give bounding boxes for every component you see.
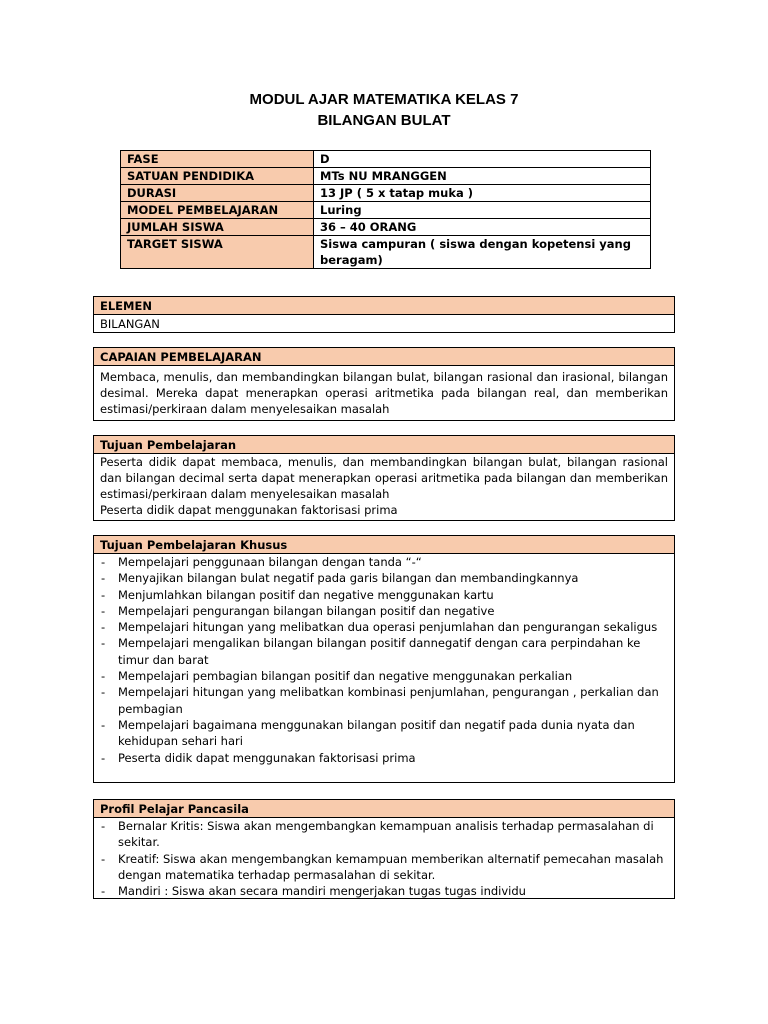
info-value: D [314, 151, 651, 168]
document-subtitle: BILANGAN BULAT [317, 112, 451, 129]
list-item: - Mempelajari pengurangan bilangan bilangan positif dan negative [98, 603, 668, 619]
table-row [121, 236, 651, 269]
list-item: - Mempelajari hitungan yang melibatkan dua operasi penjumlahan dan pengurangan sekaligus [98, 619, 668, 635]
section-heading: Tujuan Pembelajaran Khusus [94, 536, 674, 554]
section-text: Peserta didik dapat membaca, menulis, dan membandingkan bilangan bulat, bilangan rasional dan bilangan decimal serta dapat menerapkan operasi aritmetika pada bilangan dan memberikan estimasi/perkiraan dalam menyelesaikan masalah [100, 455, 668, 501]
profil-section [93, 799, 675, 899]
elemen-section [93, 296, 675, 333]
list-item: - Menjumlahkan bilangan positif dan negative menggunakan kartu [98, 587, 668, 603]
info-value: Luring [314, 202, 651, 219]
tujuan-section [93, 435, 675, 521]
list-item: - Mempelajari pembagian bilangan positif dan negative menggunakan perkalian [98, 668, 668, 684]
section-text: Membaca, menulis, dan membandingkan bilangan bulat, bilangan rasional dan irasional, bilangan desimal. Mereka dapat menerapkan operasi aritmetika pada bilangan real, dan memberikan estimasi/perkiraan dalam menyelesaikan masalah [100, 370, 668, 416]
list-item: - Mempelajari bagaimana menggunakan bilangan positif dan negatif pada dunia nyata dan kehidupan sehari hari [98, 717, 668, 750]
table-row [121, 168, 651, 185]
section-heading: CAPAIAN PEMBELAJARAN [94, 348, 674, 366]
list-item: - Bernalar Kritis: Siswa akan mengembangkan kemampuan analisis terhadap permasalahan di sekitar. [98, 818, 668, 851]
info-value: MTs NU MRANGGEN [314, 168, 651, 185]
list-item: - Kreatif: Siswa akan mengembangkan kemampuan memberikan alternatif pemecahan masalah dengan matematika terhadap permasalahan di sekitar. [98, 851, 668, 884]
list-item: - Mempelajari penggunaan bilangan dengan tanda “-“ [98, 554, 668, 570]
info-key: SATUAN PENDIDIKA [121, 168, 314, 185]
section-text: BILANGAN [100, 317, 160, 331]
info-table [120, 150, 651, 269]
objective-list [98, 554, 668, 766]
info-value: 13 JP ( 5 x tatap muka ) [314, 185, 651, 202]
table-row [121, 219, 651, 236]
document-title: MODUL AJAR MATEMATIKA KELAS 7 [249, 91, 519, 108]
profile-list [98, 818, 668, 899]
info-key: MODEL PEMBELAJARAN [121, 202, 314, 219]
info-value: Siswa campuran ( siswa dengan kopetensi yang beragam) [314, 236, 651, 269]
info-key: JUMLAH SISWA [121, 219, 314, 236]
info-key: TARGET SISWA [121, 236, 314, 269]
section-text: Peserta didik dapat menggunakan faktorisasi prima [100, 503, 398, 517]
info-key: DURASI [121, 185, 314, 202]
section-heading: Tujuan Pembelajaran [94, 436, 674, 454]
info-key: FASE [121, 151, 314, 168]
list-item: - Mandiri : Siswa akan secara mandiri mengerjakan tugas tugas individu [98, 883, 668, 899]
table-row [121, 151, 651, 168]
table-row [121, 185, 651, 202]
section-heading: Profil Pelajar Pancasila [94, 800, 674, 818]
capaian-section [93, 347, 675, 421]
list-item: - Peserta didik dapat menggunakan faktorisasi prima [98, 750, 668, 766]
list-item: - Mempelajari mengalikan bilangan bilangan positif dannegatif dengan cara perpindahan ke timur dan barat [98, 635, 668, 668]
list-item: - Menyajikan bilangan bulat negatif pada garis bilangan dan membandingkannya [98, 570, 668, 586]
table-row [121, 202, 651, 219]
tujuan-khusus-section [93, 535, 675, 783]
info-value: 36 – 40 ORANG [314, 219, 651, 236]
section-heading: ELEMEN [94, 297, 674, 315]
list-item: - Mempelajari hitungan yang melibatkan kombinasi penjumlahan, pengurangan , perkalian dan pembagian [98, 684, 668, 717]
